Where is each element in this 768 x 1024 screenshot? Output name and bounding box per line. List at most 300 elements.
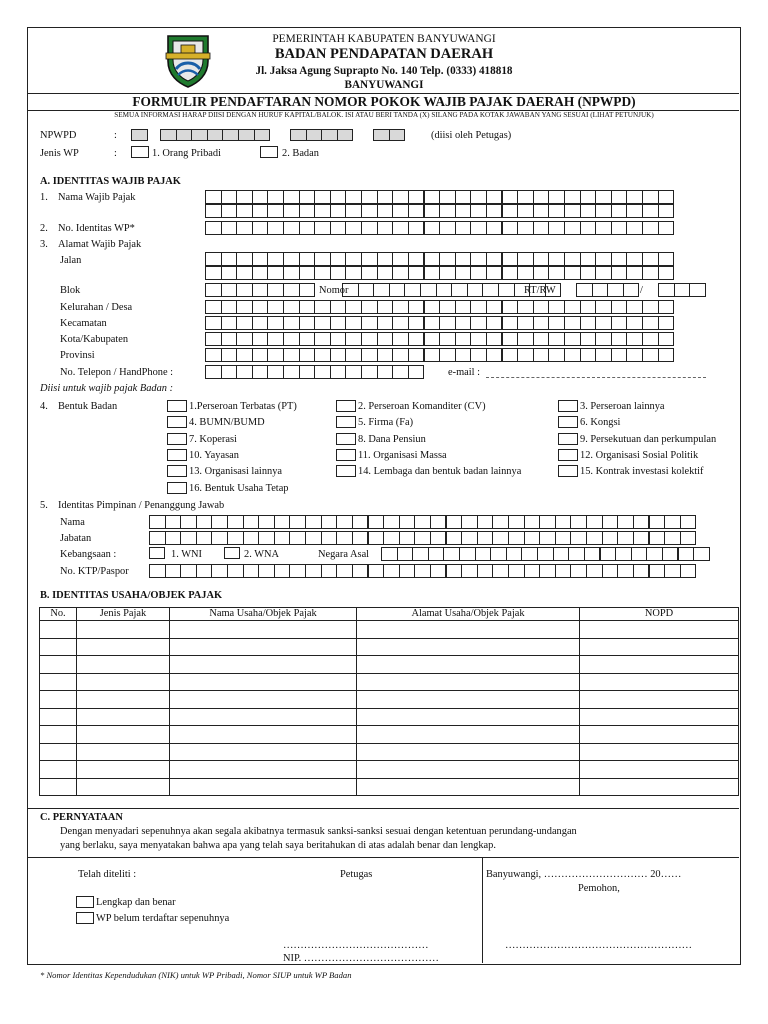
char-cell[interactable]: [439, 332, 456, 346]
char-cell[interactable]: [180, 531, 197, 545]
char-cell[interactable]: [221, 252, 238, 266]
char-cell[interactable]: [470, 266, 487, 280]
char-cell[interactable]: [289, 515, 306, 529]
char-cell[interactable]: [428, 547, 445, 561]
char-cell[interactable]: [352, 531, 369, 545]
char-cell[interactable]: [517, 204, 534, 218]
char-cell[interactable]: [408, 221, 425, 235]
char-cell[interactable]: [424, 348, 441, 362]
char-cell[interactable]: [377, 190, 394, 204]
char-cell[interactable]: [564, 266, 581, 280]
char-cell[interactable]: [165, 531, 182, 545]
char-cell[interactable]: [524, 515, 541, 529]
char-cell[interactable]: [283, 283, 300, 297]
char-cell[interactable]: [361, 190, 378, 204]
char-cell[interactable]: [252, 332, 269, 346]
char-cell[interactable]: [424, 190, 441, 204]
char-cell[interactable]: [564, 204, 581, 218]
bentuk-badan-checkbox[interactable]: [167, 482, 187, 494]
char-cell[interactable]: [617, 564, 634, 578]
char-cell[interactable]: [373, 283, 390, 297]
kelurahan-grid[interactable]: [205, 300, 673, 314]
char-cell[interactable]: [430, 564, 447, 578]
char-cell[interactable]: [580, 300, 597, 314]
char-cell[interactable]: [358, 283, 375, 297]
rw-grid[interactable]: [658, 283, 705, 297]
char-cell[interactable]: [436, 283, 453, 297]
char-cell[interactable]: [580, 252, 597, 266]
table-cell[interactable]: [580, 761, 739, 779]
char-cell[interactable]: [580, 332, 597, 346]
char-cell[interactable]: [664, 515, 681, 529]
char-cell[interactable]: [392, 221, 409, 235]
char-cell[interactable]: [299, 365, 316, 379]
char-cell[interactable]: [658, 316, 675, 330]
char-cell[interactable]: [642, 316, 659, 330]
char-cell[interactable]: [477, 531, 494, 545]
char-cell[interactable]: [289, 531, 306, 545]
table-cell[interactable]: [357, 743, 580, 761]
bentuk-badan-checkbox[interactable]: [558, 433, 578, 445]
char-cell[interactable]: [439, 316, 456, 330]
char-cell[interactable]: [305, 515, 322, 529]
table-cell[interactable]: [170, 778, 357, 796]
char-cell[interactable]: [392, 252, 409, 266]
char-cell[interactable]: [611, 221, 628, 235]
char-cell[interactable]: [345, 252, 362, 266]
char-cell[interactable]: [564, 190, 581, 204]
char-cell[interactable]: [314, 316, 331, 330]
char-cell[interactable]: [205, 283, 222, 297]
jalan-grid-2[interactable]: [205, 266, 673, 280]
char-cell[interactable]: [252, 252, 269, 266]
char-cell[interactable]: [299, 348, 316, 362]
char-cell[interactable]: [399, 564, 416, 578]
char-cell[interactable]: [330, 300, 347, 314]
char-cell[interactable]: [361, 252, 378, 266]
char-cell[interactable]: [424, 300, 441, 314]
char-cell[interactable]: [626, 266, 643, 280]
char-cell[interactable]: [274, 515, 291, 529]
char-cell[interactable]: [205, 365, 222, 379]
char-cell[interactable]: [626, 252, 643, 266]
char-cell[interactable]: [658, 332, 675, 346]
table-cell[interactable]: [40, 743, 77, 761]
table-cell[interactable]: [40, 761, 77, 779]
char-cell[interactable]: [658, 221, 675, 235]
char-cell[interactable]: [283, 316, 300, 330]
char-cell[interactable]: [470, 252, 487, 266]
char-cell[interactable]: [508, 564, 525, 578]
char-cell[interactable]: [305, 531, 322, 545]
char-cell[interactable]: [470, 332, 487, 346]
char-cell[interactable]: [678, 547, 695, 561]
char-cell[interactable]: [424, 266, 441, 280]
char-cell[interactable]: [486, 190, 503, 204]
char-cell[interactable]: [205, 300, 222, 314]
char-cell[interactable]: [274, 531, 291, 545]
char-cell[interactable]: [524, 564, 541, 578]
char-cell[interactable]: [408, 266, 425, 280]
bentuk-badan-checkbox[interactable]: [558, 449, 578, 461]
char-cell[interactable]: [392, 300, 409, 314]
char-cell[interactable]: [352, 515, 369, 529]
char-cell[interactable]: [602, 531, 619, 545]
char-cell[interactable]: [455, 332, 472, 346]
char-cell[interactable]: [392, 332, 409, 346]
char-cell[interactable]: [642, 348, 659, 362]
char-cell[interactable]: [502, 252, 519, 266]
char-cell[interactable]: [221, 283, 238, 297]
char-cell[interactable]: [196, 515, 213, 529]
char-cell[interactable]: [321, 515, 338, 529]
char-cell[interactable]: [680, 515, 697, 529]
char-cell[interactable]: [646, 547, 663, 561]
char-cell[interactable]: [492, 531, 509, 545]
table-cell[interactable]: [77, 621, 170, 639]
char-cell[interactable]: [539, 531, 556, 545]
bentuk-badan-checkbox[interactable]: [558, 416, 578, 428]
table-cell[interactable]: [77, 673, 170, 691]
char-cell[interactable]: [392, 190, 409, 204]
char-cell[interactable]: [345, 365, 362, 379]
table-cell[interactable]: [580, 743, 739, 761]
table-cell[interactable]: [170, 743, 357, 761]
pimpinan-jabatan-grid[interactable]: [149, 531, 695, 545]
char-cell[interactable]: [439, 266, 456, 280]
char-cell[interactable]: [459, 547, 476, 561]
char-cell[interactable]: [555, 515, 572, 529]
char-cell[interactable]: [368, 564, 385, 578]
table-cell[interactable]: [170, 621, 357, 639]
char-cell[interactable]: [576, 283, 593, 297]
table-cell[interactable]: [580, 621, 739, 639]
char-cell[interactable]: [470, 300, 487, 314]
char-cell[interactable]: [548, 300, 565, 314]
char-cell[interactable]: [361, 332, 378, 346]
char-cell[interactable]: [321, 564, 338, 578]
telepon-grid[interactable]: [205, 365, 424, 379]
table-cell[interactable]: [170, 673, 357, 691]
char-cell[interactable]: [570, 515, 587, 529]
char-cell[interactable]: [455, 266, 472, 280]
char-cell[interactable]: [615, 547, 632, 561]
char-cell[interactable]: [236, 365, 253, 379]
char-cell[interactable]: [502, 332, 519, 346]
char-cell[interactable]: [408, 365, 425, 379]
char-cell[interactable]: [345, 221, 362, 235]
char-cell[interactable]: [283, 266, 300, 280]
char-cell[interactable]: [267, 221, 284, 235]
char-cell[interactable]: [595, 266, 612, 280]
table-cell[interactable]: [170, 656, 357, 674]
char-cell[interactable]: [345, 204, 362, 218]
char-cell[interactable]: [236, 316, 253, 330]
char-cell[interactable]: [446, 515, 463, 529]
char-cell[interactable]: [299, 252, 316, 266]
char-cell[interactable]: [408, 348, 425, 362]
char-cell[interactable]: [361, 300, 378, 314]
blok-grid[interactable]: [205, 283, 314, 297]
char-cell[interactable]: [299, 316, 316, 330]
negara-asal-grid[interactable]: [381, 547, 709, 561]
char-cell[interactable]: [252, 365, 269, 379]
char-cell[interactable]: [252, 283, 269, 297]
char-cell[interactable]: [548, 348, 565, 362]
char-cell[interactable]: [602, 564, 619, 578]
table-cell[interactable]: [170, 638, 357, 656]
char-cell[interactable]: [408, 332, 425, 346]
bentuk-badan-checkbox[interactable]: [167, 433, 187, 445]
table-cell[interactable]: [77, 726, 170, 744]
char-cell[interactable]: [330, 365, 347, 379]
char-cell[interactable]: [283, 190, 300, 204]
char-cell[interactable]: [408, 204, 425, 218]
char-cell[interactable]: [196, 564, 213, 578]
char-cell[interactable]: [633, 515, 650, 529]
char-cell[interactable]: [227, 531, 244, 545]
table-cell[interactable]: [77, 743, 170, 761]
char-cell[interactable]: [553, 547, 570, 561]
nama-wp-grid[interactable]: [205, 190, 673, 204]
char-cell[interactable]: [580, 204, 597, 218]
char-cell[interactable]: [533, 204, 550, 218]
char-cell[interactable]: [274, 564, 291, 578]
table-cell[interactable]: [357, 691, 580, 709]
table-cell[interactable]: [580, 726, 739, 744]
char-cell[interactable]: [221, 316, 238, 330]
email-line[interactable]: [486, 377, 706, 378]
char-cell[interactable]: [345, 316, 362, 330]
table-cell[interactable]: [580, 673, 739, 691]
char-cell[interactable]: [475, 547, 492, 561]
char-cell[interactable]: [642, 204, 659, 218]
char-cell[interactable]: [595, 204, 612, 218]
bentuk-badan-checkbox[interactable]: [336, 400, 356, 412]
char-cell[interactable]: [283, 204, 300, 218]
char-cell[interactable]: [361, 365, 378, 379]
char-cell[interactable]: [439, 252, 456, 266]
char-cell[interactable]: [595, 300, 612, 314]
bentuk-badan-checkbox[interactable]: [336, 433, 356, 445]
char-cell[interactable]: [267, 252, 284, 266]
char-cell[interactable]: [595, 316, 612, 330]
char-cell[interactable]: [330, 348, 347, 362]
table-cell[interactable]: [580, 638, 739, 656]
char-cell[interactable]: [443, 547, 460, 561]
char-cell[interactable]: [642, 332, 659, 346]
char-cell[interactable]: [205, 316, 222, 330]
char-cell[interactable]: [377, 365, 394, 379]
char-cell[interactable]: [664, 564, 681, 578]
char-cell[interactable]: [537, 547, 554, 561]
char-cell[interactable]: [299, 300, 316, 314]
char-cell[interactable]: [521, 547, 538, 561]
char-cell[interactable]: [424, 252, 441, 266]
char-cell[interactable]: [430, 515, 447, 529]
char-cell[interactable]: [595, 332, 612, 346]
table-cell[interactable]: [40, 726, 77, 744]
char-cell[interactable]: [424, 204, 441, 218]
bentuk-badan-checkbox[interactable]: [336, 449, 356, 461]
char-cell[interactable]: [283, 348, 300, 362]
char-cell[interactable]: [689, 283, 706, 297]
char-cell[interactable]: [252, 266, 269, 280]
char-cell[interactable]: [564, 348, 581, 362]
table-cell[interactable]: [40, 621, 77, 639]
char-cell[interactable]: [611, 332, 628, 346]
char-cell[interactable]: [345, 300, 362, 314]
char-cell[interactable]: [680, 531, 697, 545]
char-cell[interactable]: [336, 515, 353, 529]
char-cell[interactable]: [283, 365, 300, 379]
jalan-grid[interactable]: [205, 252, 673, 266]
bentuk-badan-checkbox[interactable]: [167, 400, 187, 412]
char-cell[interactable]: [299, 221, 316, 235]
char-cell[interactable]: [236, 348, 253, 362]
char-cell[interactable]: [283, 221, 300, 235]
char-cell[interactable]: [243, 515, 260, 529]
table-cell[interactable]: [40, 708, 77, 726]
char-cell[interactable]: [524, 531, 541, 545]
no-identitas-grid[interactable]: [205, 221, 673, 235]
char-cell[interactable]: [570, 531, 587, 545]
char-cell[interactable]: [267, 365, 284, 379]
char-cell[interactable]: [548, 190, 565, 204]
char-cell[interactable]: [414, 564, 431, 578]
char-cell[interactable]: [252, 348, 269, 362]
char-cell[interactable]: [508, 515, 525, 529]
char-cell[interactable]: [470, 348, 487, 362]
nama-wp-grid-2[interactable]: [205, 204, 673, 218]
char-cell[interactable]: [595, 252, 612, 266]
char-cell[interactable]: [502, 204, 519, 218]
bentuk-badan-checkbox[interactable]: [167, 416, 187, 428]
char-cell[interactable]: [283, 332, 300, 346]
kota-grid[interactable]: [205, 332, 673, 346]
char-cell[interactable]: [236, 283, 253, 297]
table-cell[interactable]: [40, 656, 77, 674]
char-cell[interactable]: [314, 190, 331, 204]
char-cell[interactable]: [314, 365, 331, 379]
char-cell[interactable]: [564, 316, 581, 330]
char-cell[interactable]: [221, 348, 238, 362]
table-cell[interactable]: [40, 691, 77, 709]
char-cell[interactable]: [486, 332, 503, 346]
char-cell[interactable]: [149, 515, 166, 529]
table-cell[interactable]: [77, 761, 170, 779]
char-cell[interactable]: [586, 531, 603, 545]
char-cell[interactable]: [649, 564, 666, 578]
bentuk-badan-checkbox[interactable]: [336, 416, 356, 428]
char-cell[interactable]: [600, 547, 617, 561]
char-cell[interactable]: [305, 564, 322, 578]
char-cell[interactable]: [205, 221, 222, 235]
char-cell[interactable]: [299, 283, 316, 297]
char-cell[interactable]: [626, 300, 643, 314]
char-cell[interactable]: [252, 190, 269, 204]
char-cell[interactable]: [392, 348, 409, 362]
char-cell[interactable]: [205, 204, 222, 218]
char-cell[interactable]: [149, 531, 166, 545]
char-cell[interactable]: [548, 316, 565, 330]
table-cell[interactable]: [77, 656, 170, 674]
char-cell[interactable]: [611, 348, 628, 362]
char-cell[interactable]: [611, 266, 628, 280]
char-cell[interactable]: [517, 316, 534, 330]
char-cell[interactable]: [236, 300, 253, 314]
table-cell[interactable]: [580, 708, 739, 726]
char-cell[interactable]: [586, 515, 603, 529]
char-cell[interactable]: [283, 252, 300, 266]
char-cell[interactable]: [486, 266, 503, 280]
char-cell[interactable]: [236, 204, 253, 218]
char-cell[interactable]: [446, 564, 463, 578]
char-cell[interactable]: [455, 300, 472, 314]
char-cell[interactable]: [252, 300, 269, 314]
char-cell[interactable]: [649, 531, 666, 545]
char-cell[interactable]: [533, 221, 550, 235]
char-cell[interactable]: [205, 266, 222, 280]
char-cell[interactable]: [533, 266, 550, 280]
char-cell[interactable]: [330, 332, 347, 346]
char-cell[interactable]: [533, 252, 550, 266]
char-cell[interactable]: [392, 365, 409, 379]
orang-pribadi-checkbox[interactable]: [131, 146, 149, 158]
char-cell[interactable]: [236, 252, 253, 266]
char-cell[interactable]: [486, 316, 503, 330]
char-cell[interactable]: [517, 300, 534, 314]
char-cell[interactable]: [623, 283, 640, 297]
char-cell[interactable]: [564, 332, 581, 346]
char-cell[interactable]: [314, 332, 331, 346]
char-cell[interactable]: [548, 266, 565, 280]
char-cell[interactable]: [580, 221, 597, 235]
char-cell[interactable]: [299, 332, 316, 346]
char-cell[interactable]: [368, 531, 385, 545]
char-cell[interactable]: [611, 204, 628, 218]
char-cell[interactable]: [392, 204, 409, 218]
char-cell[interactable]: [564, 221, 581, 235]
char-cell[interactable]: [674, 283, 691, 297]
char-cell[interactable]: [267, 283, 284, 297]
rt-grid[interactable]: [576, 283, 638, 297]
char-cell[interactable]: [361, 348, 378, 362]
char-cell[interactable]: [205, 348, 222, 362]
char-cell[interactable]: [568, 547, 585, 561]
char-cell[interactable]: [664, 531, 681, 545]
char-cell[interactable]: [439, 204, 456, 218]
char-cell[interactable]: [482, 283, 499, 297]
char-cell[interactable]: [221, 266, 238, 280]
char-cell[interactable]: [580, 266, 597, 280]
char-cell[interactable]: [408, 252, 425, 266]
table-cell[interactable]: [357, 726, 580, 744]
char-cell[interactable]: [607, 283, 624, 297]
char-cell[interactable]: [236, 221, 253, 235]
char-cell[interactable]: [377, 316, 394, 330]
char-cell[interactable]: [383, 564, 400, 578]
char-cell[interactable]: [342, 283, 359, 297]
char-cell[interactable]: [580, 348, 597, 362]
char-cell[interactable]: [345, 348, 362, 362]
char-cell[interactable]: [517, 190, 534, 204]
char-cell[interactable]: [299, 204, 316, 218]
char-cell[interactable]: [330, 221, 347, 235]
char-cell[interactable]: [455, 221, 472, 235]
char-cell[interactable]: [517, 252, 534, 266]
char-cell[interactable]: [617, 515, 634, 529]
